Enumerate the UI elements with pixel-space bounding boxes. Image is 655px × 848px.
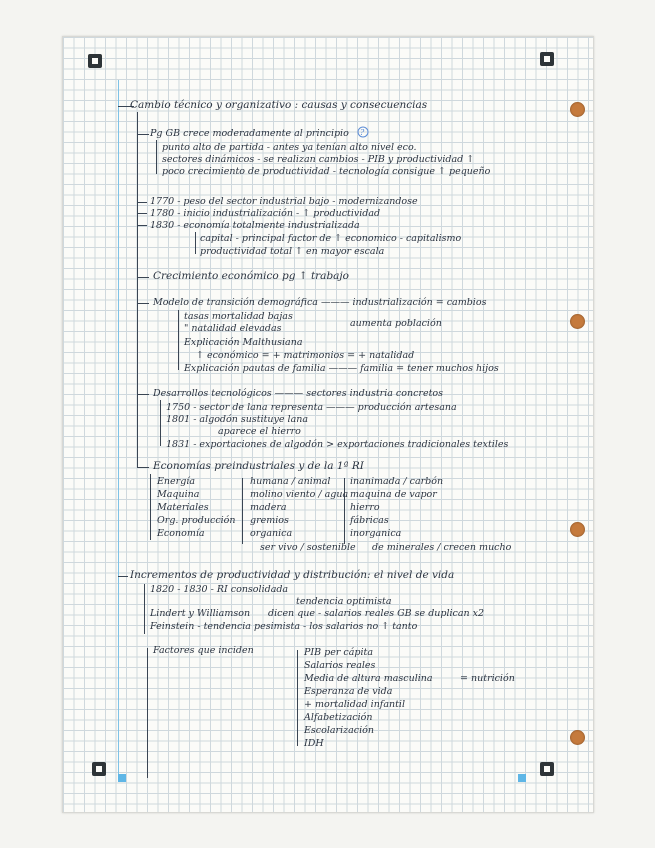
tree-branch: [160, 400, 161, 446]
s5-row-b: molino viento / agua: [250, 489, 349, 500]
tree-branch: [242, 478, 243, 544]
section-4-heading: Desarrollos tecnológicos ——— sectores industria concretos: [153, 388, 443, 399]
s5-row-c: fábricas: [350, 515, 389, 526]
blue-square-left: [118, 774, 126, 782]
s1-line-1: punto alto de partida - antes ya tenían alto nivel eco.: [162, 142, 417, 153]
s5-footnote-2: de minerales / crecen mucho: [372, 542, 512, 553]
s1-line-5: productividad total ↑ en mayor escala: [200, 246, 385, 257]
s6-line-3: Lindert y Williamson: [150, 608, 251, 619]
s6-line-3b: dicen que - salarios reales GB se duplican x2: [268, 608, 485, 619]
section-1-heading: Pg GB crece moderadamente al principio: [150, 128, 349, 139]
s5-row-a: Energía: [157, 476, 195, 487]
s5-row-b: humana / animal: [250, 476, 331, 487]
s1-line-2: sectores dinámicos - se realizan cambios - PIB y productividad ↑: [162, 154, 475, 165]
s3-line-2: " natalidad elevadas: [184, 323, 282, 334]
s5-row-a: Org. producción: [157, 515, 236, 526]
s3-line-2b: aumenta población: [350, 318, 442, 329]
tree-branch: [137, 467, 149, 468]
s5-row-c: inorganica: [350, 528, 402, 539]
s5-row-b: madera: [250, 502, 287, 513]
tree-branch: [147, 648, 148, 778]
tree-branch: [137, 134, 149, 135]
s5-row-c: maquina de vapor: [350, 489, 437, 500]
s6-factor: Esperanza de vida: [304, 686, 393, 697]
tree-branch: [144, 584, 145, 634]
binder-hole: [570, 102, 585, 117]
s5-row-a: Economía: [157, 528, 205, 539]
section-2-heading: Crecimiento económico pg ↑ trabajo: [153, 270, 350, 282]
tree-branch: [150, 474, 151, 540]
s6-factor: Media de altura masculina: [304, 673, 433, 684]
section-3-heading: Modelo de transición demográfica ——— industrialización = cambios: [153, 297, 487, 308]
s4-line-4: 1831 - exportaciones de algodón > exportaciones tradicionales textiles: [166, 439, 509, 450]
s5-row-a: Maquina: [157, 489, 200, 500]
s5-row-b: gremios: [250, 515, 289, 526]
corner-marker-top-left: [88, 54, 102, 68]
s5-row-a: Materiales: [157, 502, 209, 513]
blue-square-right: [518, 774, 526, 782]
binder-hole: [570, 314, 585, 329]
s6-nutrition: = nutrición: [460, 673, 515, 684]
binder-hole: [570, 730, 585, 745]
tree-branch: [137, 277, 149, 278]
s1-year-1780: 1780 - inicio industrialización - ↑ productividad: [150, 208, 381, 219]
tree-branch: [118, 576, 128, 577]
tree-branch: [297, 650, 298, 746]
tree-branch: [344, 478, 345, 544]
s4-line-1: 1750 - sector de lana representa ——— producción artesana: [166, 402, 457, 413]
s4-line-3: aparece el hierro: [218, 426, 301, 437]
corner-marker-bottom-right: [540, 762, 554, 776]
s6-line-4: Feinstein - tendencia pesimista - los salarios no ↑ tanto: [150, 621, 418, 632]
s1-line-3: poco crecimiento de productividad - tecnología consigue ↑ pequeño: [162, 166, 491, 177]
tree-branch: [137, 303, 149, 304]
s6-line-2: tendencia optimista: [296, 596, 392, 607]
s6-factor: Alfabetización: [304, 712, 373, 723]
s5-row-b: organica: [250, 528, 293, 539]
s5-row-c: hierro: [350, 502, 380, 513]
s6-factor: + mortalidad infantil: [304, 699, 406, 710]
corner-marker-bottom-left: [92, 762, 106, 776]
tree-branch: [137, 225, 147, 226]
s6-factor: PIB per cápita: [304, 647, 373, 658]
page-title: Cambio técnico y organizativo : causas y consecuencias: [130, 99, 428, 111]
s3-line-1: tasas mortalidad bajas: [184, 311, 293, 322]
tree-branch: [137, 394, 149, 395]
s3-line-3: Explicación Malthusiana: [184, 337, 303, 348]
s5-row-c: inanimada / carbón: [350, 476, 444, 487]
s6-factor: Salarios reales: [304, 660, 376, 671]
s6-line-1: 1820 - 1830 - RI consolidada: [150, 584, 289, 595]
s4-line-2: 1801 - algodón sustituye lana: [166, 414, 309, 425]
s6-factor: IDH: [304, 738, 324, 749]
tree-branch: [195, 232, 196, 254]
tree-branch: [137, 213, 147, 214]
tree-branch: [137, 112, 138, 467]
binder-hole: [570, 522, 585, 537]
s3-line-4: ↑ económico = + matrimonios = + natalidad: [196, 350, 415, 361]
s5-footnote-1: ser vivo / sostenible: [260, 542, 356, 553]
tree-branch: [156, 140, 157, 174]
corner-marker-top-right: [540, 52, 554, 66]
s6-factor: Escolarización: [304, 725, 374, 736]
s1-year-1830: 1830 - economía totalmente industrializada: [150, 220, 360, 231]
s1-year-1770: 1770 - peso del sector industrial bajo - modernizandose: [150, 196, 418, 207]
s1-line-4: capital - principal factor de ↑ economico - capitalismo: [200, 233, 462, 244]
tree-branch: [137, 202, 147, 203]
s3-line-5: Explicación pautas de familia ——— familia = tener muchos hijos: [184, 363, 499, 374]
s6-factors-heading: Factores que inciden: [153, 645, 254, 656]
question-mark-label: ?: [360, 128, 365, 137]
tree-branch: [178, 310, 179, 370]
section-6-heading: Incrementos de productividad y distribución: el nivel de vida: [130, 569, 455, 581]
margin-line: [118, 80, 119, 780]
section-5-heading: Economías preindustriales y de la 1ª RI: [153, 460, 364, 472]
